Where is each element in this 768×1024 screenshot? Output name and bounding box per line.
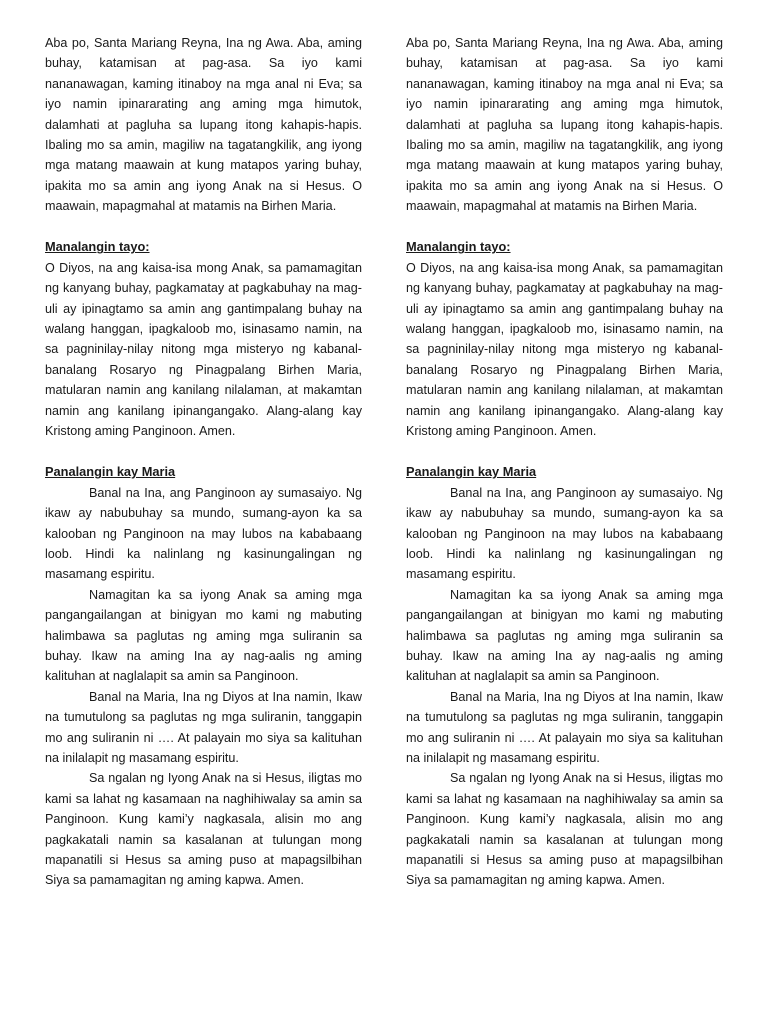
spacer bbox=[406, 217, 723, 238]
opening-paragraph: Aba po, Santa Mariang Reyna, Ina ng Awa. Aba, aming buhay, katamisan at pag-asa. Sa iyo kami nananawagan, kaming itinaboy na mga anal ni Eva; sa iyo namin ipinararating ang aming mga himutok, dalamhati at pagluha sa lupang itong kahapis-hapis. Ibaling mo sa amin, magiliw na tagatangkilik, ang iyong mga matang maawain at kung matapos yaring buhay, ipakita mo sa amin ang iyong Anak na si Hesus. O maawain, mapagmahal at matamis na Birhen Maria. bbox=[406, 36, 723, 214]
prayer-paragraph: O Diyos, na ang kaisa-isa mong Anak, sa pamamagitan ng kanyang buhay, pagkamatay at pagkabuhay na mag-uli ay ipinagtamo sa amin ang gantimpalang buhay na walang hanggan, ipagkaloob mo, isinasamo namin, na sa pagninilay-nilay nitong mga misteryo ng kabanal-banalang Rosaryo ng Pinagpalang Birhen Maria, matularan namin ang kanilang nilalaman, at makamtan namin ang kanilang ipinangangako. Alang-alang kay Kristong aming Panginoon. Amen. bbox=[406, 260, 723, 439]
maria-paragraph: Namagitan ka sa iyong Anak sa aming mga pangangailangan at binigyan mo kami ng mabuting halimbawa sa paglutas ng aming mga suliranin sa buhay. Ikaw na aming Ina ay nag-aalis ng aming kalituhan at naglalapit sa amin sa Panginoon. bbox=[406, 587, 723, 684]
left-column bbox=[45, 33, 362, 891]
maria-paragraph: Sa ngalan ng Iyong Anak na si Hesus, iligtas mo kami sa lahat ng kasamaan na naghihiwalay sa amin sa Panginoon. Kung kami’y nagkasala, alisin mo ang pagkakatali namin sa kasalanan at tulungan mong mapanatili si Hesus sa aming puso at mapagsilbihan Siya sa pamamagitan ng aming kapwa. Amen. bbox=[45, 771, 362, 888]
maria-paragraph: Banal na Ina, ang Panginoon ay sumasaiyo. Ng ikaw ay nabubuhay sa mundo, sumang-ayon ka sa kalooban ng Panginoon na may lubos na kababaang loob. Hindi ka nalinlang ng kasinungalingan ng masamang espiritu. bbox=[406, 485, 723, 582]
section-heading-manalangin: Manalangin tayo: bbox=[45, 239, 150, 255]
maria-paragraph: Namagitan ka sa iyong Anak sa aming mga pangangailangan at binigyan mo kami ng mabuting halimbawa sa paglutas ng aming mga suliranin sa buhay. Ikaw na aming Ina ay nag-aalis ng aming kalituhan at naglalapit sa amin sa Panginoon. bbox=[45, 587, 362, 684]
spacer bbox=[45, 442, 362, 463]
maria-paragraph: Sa ngalan ng Iyong Anak na si Hesus, iligtas mo kami sa lahat ng kasamaan na naghihiwalay sa amin sa Panginoon. Kung kami’y nagkasala, alisin mo ang pagkakatali namin sa kasalanan at tulungan mong mapanatili si Hesus sa aming puso at mapagsilbihan Siya sa pamamagitan ng aming kapwa. Amen. bbox=[406, 771, 723, 888]
maria-paragraph: Banal na Maria, Ina ng Diyos at Ina namin, Ikaw na tumutulong sa paglutas ng mga suliranin, tanggapin mo ang suliranin ni …. At palayain mo siya sa kalituhan na inilalapit ng masamang espiritu. bbox=[45, 689, 362, 765]
prayer-paragraph: O Diyos, na ang kaisa-isa mong Anak, sa pamamagitan ng kanyang buhay, pagkamatay at pagkabuhay na mag-uli ay ipinagtamo sa amin ang gantimpalang buhay na walang hanggan, ipagkaloob mo, isinasamo namin, na sa pagninilay-nilay nitong mga misteryo ng kabanal-banalang Rosaryo ng Pinagpalang Birhen Maria, matularan namin ang kanilang nilalaman, at makamtan namin ang kanilang ipinangangako. Alang-alang kay Kristong aming Panginoon. Amen. bbox=[45, 260, 362, 439]
section-heading-manalangin: Manalangin tayo: bbox=[406, 239, 511, 255]
right-column bbox=[406, 33, 723, 891]
maria-paragraph: Banal na Maria, Ina ng Diyos at Ina namin, Ikaw na tumutulong sa paglutas ng mga suliranin, tanggapin mo ang suliranin ni …. At palayain mo siya sa kalituhan na inilalapit ng masamang espiritu. bbox=[406, 689, 723, 765]
section-heading-panalangin: Panalangin kay Maria bbox=[45, 464, 176, 480]
spacer bbox=[406, 442, 723, 463]
opening-paragraph: Aba po, Santa Mariang Reyna, Ina ng Awa. Aba, aming buhay, katamisan at pag-asa. Sa iyo kami nananawagan, kaming itinaboy na mga anal ni Eva; sa iyo namin ipinararating ang aming mga himutok, dalamhati at pagluha sa lupang itong kahapis-hapis. Ibaling mo sa amin, magiliw na tagatangkilik, ang iyong mga matang maawain at kung matapos yaring buhay, ipakita mo sa amin ang iyong Anak na si Hesus. O maawain, mapagmahal at matamis na Birhen Maria. bbox=[45, 36, 362, 214]
section-heading-panalangin: Panalangin kay Maria bbox=[406, 464, 537, 480]
spacer bbox=[45, 217, 362, 238]
maria-paragraph: Banal na Ina, ang Panginoon ay sumasaiyo. Ng ikaw ay nabubuhay sa mundo, sumang-ayon ka sa kalooban ng Panginoon na may lubos na kababaang loob. Hindi ka nalinlang ng kasinungalingan ng masamang espiritu. bbox=[45, 485, 362, 582]
